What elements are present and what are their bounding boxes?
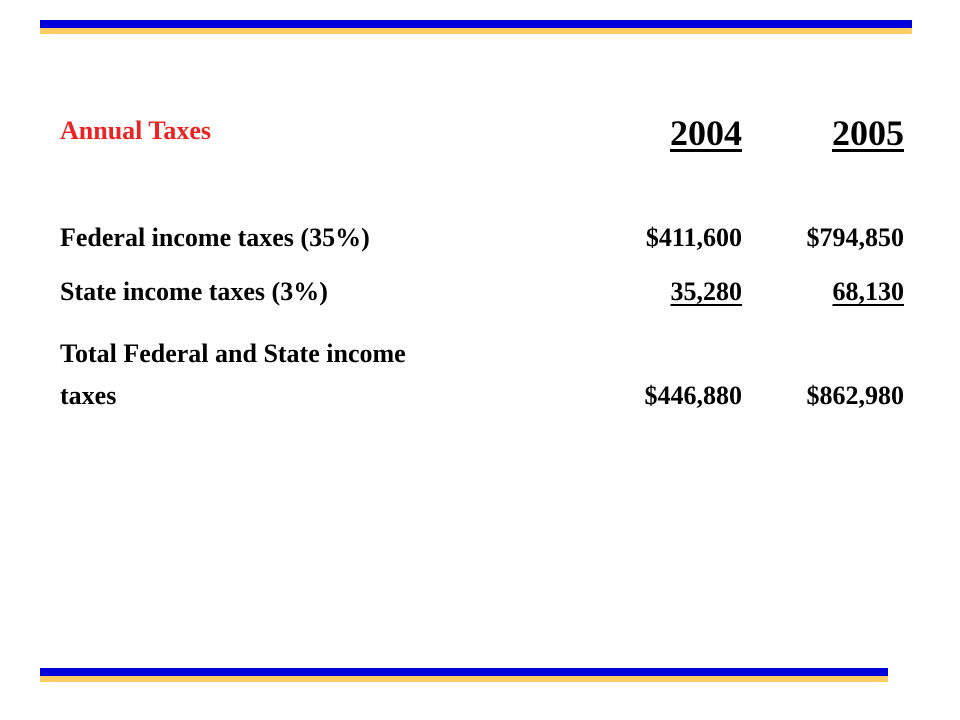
bottom-band-gold-stripe (40, 676, 888, 682)
top-decorative-band (40, 20, 912, 34)
table-heading: Annual Taxes (60, 116, 212, 145)
cell-total-2005: $862,980 (806, 381, 904, 410)
cell-state-2004: 35,280 (670, 277, 742, 306)
column-header-2004: 2004 (670, 113, 742, 153)
cell-federal-2005: $794,850 (806, 223, 904, 252)
cell-federal-2004: $411,600 (645, 223, 742, 252)
top-band-blue-stripe (40, 20, 912, 28)
column-header-2005: 2005 (832, 113, 904, 153)
cell-total-2004: $446,880 (644, 381, 742, 410)
row-label-federal: Federal income taxes (35%) (60, 223, 370, 252)
row-label-total-line2: taxes (60, 381, 117, 410)
row-label-state: State income taxes (3%) (60, 277, 328, 306)
bottom-decorative-band (40, 668, 888, 682)
top-band-gold-stripe (40, 28, 912, 34)
row-label-total-line1: Total Federal and State income (60, 339, 406, 368)
cell-state-2005: 68,130 (832, 277, 904, 306)
bottom-band-blue-stripe (40, 668, 888, 676)
